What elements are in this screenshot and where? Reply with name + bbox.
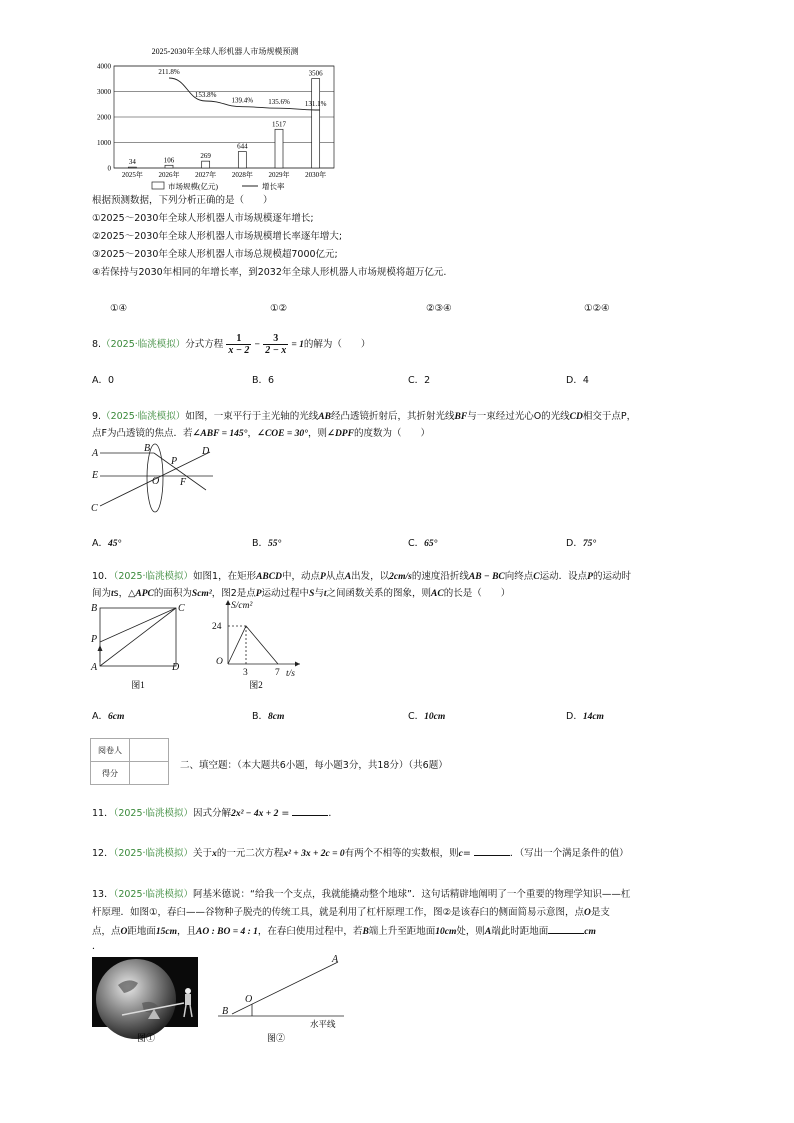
q7-stem: 根据预测数据，下列分析正确的是（ ） (92, 195, 273, 206)
q10-fig2-ylabel: S/cm² (231, 601, 253, 611)
chart-bar-value-label: 644 (237, 142, 248, 151)
q10-fig2-caption: 图2 (249, 680, 263, 690)
q8-option-a[interactable]: A．0 (92, 375, 115, 386)
chart-bar (128, 167, 136, 168)
chart-growth-label: 153.8% (194, 90, 217, 99)
q10-option-b[interactable]: B．8cm (252, 711, 285, 722)
q9-option-c[interactable]: C．65° (408, 538, 438, 549)
q9-option-b[interactable]: B．55° (252, 538, 282, 549)
q10-figure-2 (208, 596, 312, 692)
q7-option-c[interactable]: ②③④ (426, 303, 452, 314)
q9-option-a[interactable]: A．45° (92, 538, 122, 549)
q9-option-d[interactable]: D．75° (566, 538, 597, 549)
q13-fig2-a: A (332, 954, 339, 965)
q9-label-d: D (202, 446, 210, 457)
chart-x-tick-label: 2028年 (231, 171, 253, 179)
grader-cell[interactable] (130, 739, 169, 762)
score-label: 得分 (91, 762, 130, 785)
q10-fig1-c: C (178, 603, 185, 614)
chart-y-tick-label: 0 (107, 164, 111, 173)
q10-fig1-p: P (91, 634, 98, 645)
chart-x-tick-label: 2030年 (305, 171, 327, 179)
q9-label-b: B (144, 443, 151, 454)
q10-option-a[interactable]: A．6cm (92, 711, 125, 722)
chart-growth-label: 139.4% (231, 96, 254, 105)
q10-fig2-x3: 3 (243, 668, 248, 678)
chart-bar (275, 129, 283, 168)
q9-label-f: F (180, 477, 187, 488)
q9-label-p: P (171, 456, 178, 467)
q8-option-c[interactable]: C．2 (408, 375, 431, 386)
chart-x-tick-label: 2026年 (158, 171, 180, 179)
q7-statement-2: ②2025～2030年全球人形机器人市场规模增长率逐年增大; (92, 231, 343, 242)
q9-label-a: A (92, 448, 99, 459)
q7-statement-1: ①2025～2030年全球人形机器人市场规模逐年增长; (92, 213, 314, 224)
q10-fig1-d: D (172, 662, 180, 673)
q8-source: （2025·临洮模拟） (101, 339, 186, 350)
q11: 11．（2025·临洮模拟）因式分解2x² − 4x + 2 = ． (92, 808, 338, 819)
q7-option-d[interactable]: ①②④ (584, 303, 610, 314)
q13-line-1: 13．（2025·临洮模拟）阿基米德说：“给我一个支点，我就能撬动整个地球”．这句话精辟地阐明了一个重要的物理学知识——杠 (92, 889, 631, 900)
q9-label-e: E (92, 470, 99, 481)
chart-x-tick-label: 2025年 (121, 171, 143, 179)
q13-fig2-caption: 图② (266, 1033, 286, 1043)
chart-y-tick-label: 2000 (97, 113, 111, 122)
q8-post: 的解为（ ） (303, 339, 371, 350)
legend-bar-swatch (152, 182, 164, 189)
chart-growth-label: 135.6% (268, 98, 290, 107)
q10-fig2-x7: 7 (275, 668, 280, 678)
chart-x-tick-label: 2029年 (268, 171, 290, 179)
chart-bar-value-label: 3506 (308, 69, 323, 78)
q13-figure-2 (210, 952, 350, 1048)
q10-fig2-origin: O (216, 657, 223, 667)
q13-line-3: 点，点O距地面15cm，且AO : BO = 4 : 1，在春臼使用过程中，若B端上升至距地面10cm处，则A端此时距地面 cm (92, 926, 596, 937)
chart-bar-value-label: 1517 (272, 120, 286, 129)
q9-label-o: O (152, 476, 160, 487)
q9-label-c: C (91, 503, 98, 514)
q9-line-2: 点F为凸透镜的焦点．若∠ABF = 145°，∠COE = 30°，则∠DPF的度数为（ ） (92, 428, 430, 439)
q10-fig2-y24: 24 (212, 622, 222, 632)
q12: 12．（2025·临洮模拟）关于x的一元二次方程x² + 3x + 2c = 0有两个不相等的实数根，则c= ．（写出一个满足条件的值） (92, 848, 629, 859)
q13-fig2-o: O (245, 994, 253, 1005)
q10-figure-1 (88, 598, 188, 692)
q8-fraction-1: $\frac{1}{x - 2}$ (228, 333, 250, 356)
q8-fraction-2: $\frac{3}{2 - x}$ (265, 333, 287, 356)
section2-title: 二、填空题：（本大题共6小题，每小题3分，共18分）（共6题） (180, 760, 448, 771)
q8-minus: − (254, 340, 261, 350)
chart-bar (202, 161, 210, 168)
q10-fig1-caption: 图1 (131, 680, 145, 690)
q7-option-a[interactable]: ①④ (110, 303, 128, 314)
q8-number: 8. (92, 339, 102, 350)
chart-bar (165, 165, 173, 168)
chart-title: 2025-2030年全球人形机器人市场规模预测 (151, 47, 299, 56)
q10-line-1: 10．（2025·临洮模拟）如图1，在矩形ABCD中，动点P从点A出发，以2cm/s的速度沿折线AB − BC向终点C运动．设点P的运动时 (92, 571, 631, 582)
chart-growth-line (169, 78, 320, 110)
chart-bar-value-label: 269 (200, 152, 211, 161)
q8-pre: 分式方程 (185, 339, 224, 350)
q10-option-c[interactable]: C．10cm (408, 711, 446, 722)
q7-statement-3: ③2025～2030年全球人形机器人市场总规模超7000亿元; (92, 249, 338, 260)
chart-y-tick-label: 4000 (97, 62, 111, 71)
q8-equals: = 1 (291, 340, 304, 350)
q13-line-2: 杆原理．如图①，春臼——谷物种子脱壳的传统工具，就是利用了杠杆原理工作，图②是该春臼的侧面简易示意图，点O是支 (92, 907, 610, 918)
score-cell[interactable] (130, 762, 169, 785)
q11-answer-blank[interactable] (292, 806, 328, 816)
q8-stem (92, 332, 370, 358)
chart-growth-label: 131.1% (304, 100, 327, 108)
earth-image (96, 959, 176, 1039)
legend-line-label: 增长率 (262, 182, 285, 191)
q13-fig1-caption: 图① (136, 1033, 156, 1043)
q9-lens-figure (88, 440, 228, 516)
chart-bar-value-label: 106 (163, 156, 175, 165)
q10-option-d[interactable]: D．14cm (566, 711, 604, 722)
chart-y-tick-label: 3000 (97, 88, 111, 96)
q8-option-b[interactable]: B．6 (252, 375, 275, 386)
q12-answer-blank[interactable] (474, 846, 510, 856)
q13-fig2-horizontal: 水平线 (310, 1019, 336, 1029)
chart-bar (238, 152, 246, 168)
q8-option-d[interactable]: D．4 (566, 375, 589, 386)
q10-fig2-xlabel: t/s (286, 669, 295, 679)
grader-label: 阅卷人 (91, 739, 130, 762)
chart-growth-label: 211.8% (158, 68, 180, 76)
chart-x-tick-label: 2027年 (195, 171, 217, 179)
chart-y-tick-label: 1000 (97, 139, 111, 147)
q13-fig2-b: B (222, 1006, 229, 1017)
q13-answer-blank[interactable] (548, 924, 584, 934)
chart-bar (312, 79, 320, 168)
q10-fig1-b: B (91, 603, 98, 614)
q9-line-1: 9.（2025·临洮模拟）如图，一束平行于主光轴的光线AB经凸透镜折射后，其折射光线BF与一束经过光心O的光线CD相交于点P， (92, 411, 637, 422)
q7-option-b[interactable]: ①② (270, 303, 288, 314)
legend-bar-label: 市场规模(亿元) (168, 182, 218, 191)
q13-figure-1 (92, 957, 200, 1047)
q7-statement-4: ④若保持与2030年相同的年增长率，到2032年全球人形机器人市场规模将超万亿元. (92, 267, 447, 278)
q10-line-2: 间为ts，△APC的面积为Scm²，图2是点P运动过程中S与t之间函数关系的图象，则AC的长是（ ） (92, 588, 511, 599)
score-box (90, 738, 169, 785)
chart-bar-value-label: 34 (128, 158, 136, 167)
market-chart (80, 40, 350, 195)
q13-end-dot: ． (92, 941, 102, 952)
q10-fig1-a: A (91, 662, 98, 673)
